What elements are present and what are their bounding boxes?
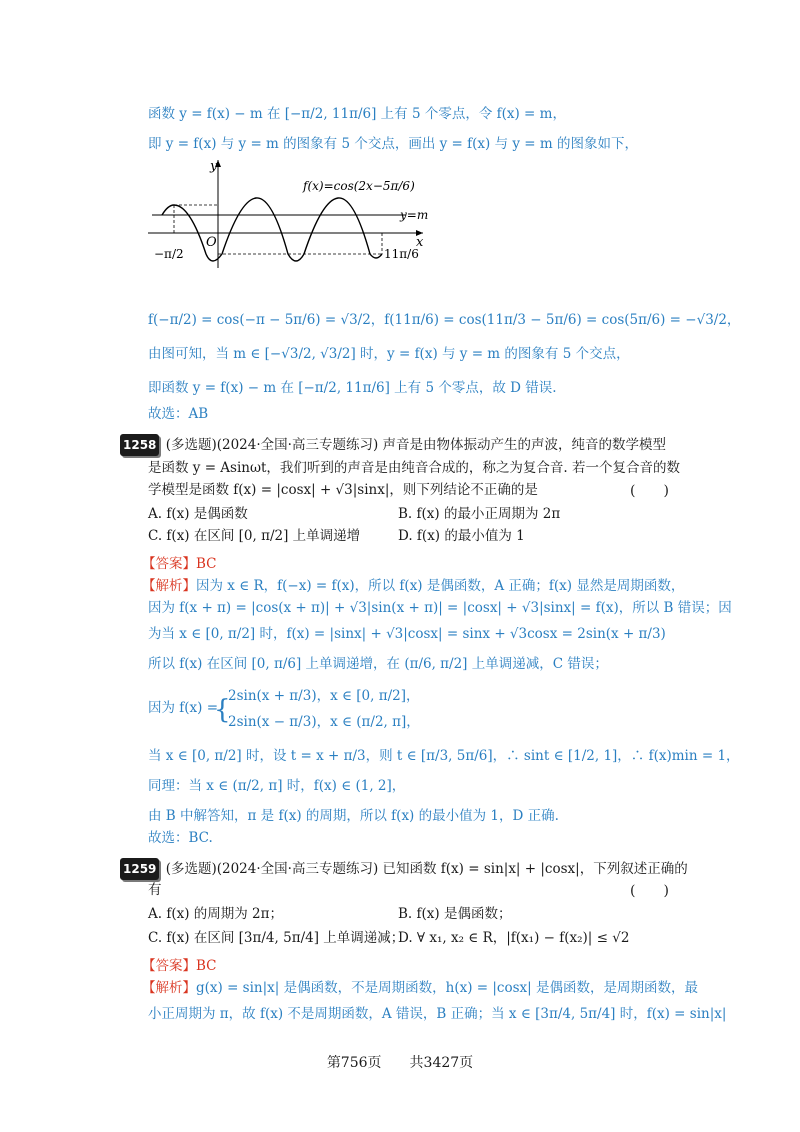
piecewise-case-1: 2sin(x + π/3)，x ∈ [0, π/2]，: [228, 688, 420, 704]
analysis-line-2: 小正周期为 π，故 f(x) 不是周期函数，A 错误，B 正确；当 x ∈ [3π/4, 5π/4] 时，f(x) = sin|x|: [148, 1006, 727, 1022]
option-c: C. f(x) 在区间 [3π/4, 5π/4] 上单调递减；: [148, 930, 405, 946]
option-b: B. f(x) 是偶函数；: [398, 906, 512, 922]
solution-line-3: f(−π/2) = cos(−π − 5π/6) = √3/2，f(11π/6) = cos(11π/3 − 5π/6) = cos(5π/6) = −√3/2，: [148, 312, 741, 328]
analysis-line-2: 因为 f(x + π) = |cos(x + π)| + √3|sin(x + π)| = |cosx| + √3|sinx| = f(x)，所以 B 错误；因: [148, 600, 732, 616]
answer-blank: ( ): [630, 483, 669, 499]
solution-line-4: 由图可知，当 m ∈ [−√3/2, √3/2] 时，y = f(x) 与 y = m 的图象有 5 个交点，: [148, 346, 630, 362]
option-a: A. f(x) 的周期为 2π；: [148, 906, 284, 922]
solution-line-2: 即 y = f(x) 与 y = m 的图象有 5 个交点，画出 y = f(x) 与 y = m 的图象如下，: [148, 136, 638, 152]
question-number-badge: 1259: [120, 858, 159, 880]
answer-value: BC: [196, 556, 217, 572]
analysis-tag: 【解析】: [142, 578, 196, 594]
left-tick-label: −π/2: [154, 247, 184, 261]
question-1258-text-1: (多选题)(2024·全国·高三专题练习) 声音是由物体振动产生的声波，纯音的数学模型: [165, 437, 666, 453]
x-axis-label: x: [416, 235, 424, 250]
answer-tag: 【答案】: [142, 556, 196, 572]
analysis-line-5-lead: 因为 f(x) =: [148, 700, 219, 716]
answer-tag: 【答案】: [142, 958, 196, 974]
option-c: C. f(x) 在区间 [0, π/2] 上单调递增: [148, 528, 361, 544]
analysis-line-3: 为当 x ∈ [0, π/2] 时，f(x) = |sinx| + √3|cosx| = sinx + √3cosx = 2sin(x + π/3): [148, 626, 666, 642]
question-1258-line-1: [120, 434, 666, 456]
right-tick-label: 11π/6: [384, 247, 419, 261]
origin-label: O: [206, 235, 217, 250]
analysis-line-8: 由 B 中解答知，π 是 f(x) 的周期，所以 f(x) 的最小值为 1，D 正确.: [148, 808, 559, 824]
page-footer: 第756页 共3427页: [326, 1055, 474, 1071]
answer-line: [142, 956, 217, 976]
answer-line: [142, 554, 217, 574]
question-number-badge: 1258: [120, 434, 159, 456]
ym-label: y=m: [400, 208, 429, 222]
func-label: f(x)=cos(2x−5π/6): [303, 179, 415, 193]
cosine-curve: [162, 198, 382, 261]
question-1259-line-2: 有: [148, 882, 162, 898]
question-1259-text-1: (多选题)(2024·全国·高三专题练习) 已知函数 f(x) = sin|x| + |cosx|，下列叙述正确的: [165, 861, 688, 877]
option-d: D. f(x) 的最小值为 1: [398, 528, 525, 544]
solution-line-1: 函数 y = f(x) − m 在 [−π/2, 11π/6] 上有 5 个零点，令 f(x) = m，: [148, 106, 566, 122]
question-1258-line-3: 学模型是函数 f(x) = |cosx| + √3|sinx|，则下列结论不正确的是: [148, 482, 538, 498]
analysis-line-1: [142, 978, 698, 998]
option-d: D. ∀ x₁, x₂ ∈ R，|f(x₁) − f(x₂)| ≤ √2: [398, 930, 630, 946]
answer-value: BC: [196, 958, 217, 974]
solution-line-6: 故选：AB: [148, 406, 209, 422]
analysis-tag: 【解析】: [142, 980, 196, 996]
brace-icon: {: [214, 695, 231, 725]
analysis-text-1: 因为 x ∈ R，f(−x) = f(x)，所以 f(x) 是偶函数，A 正确；f(x) 显然是周期函数，: [196, 578, 685, 594]
analysis-line-4: 所以 f(x) 在区间 [0, π/6] 上单调递增，在 (π/6, π/2] 上单调递减，C 错误；: [148, 656, 608, 672]
analysis-line-6: 当 x ∈ [0, π/2] 时，设 t = x + π/3，则 t ∈ [π/3, 5π/6]，∴ sint ∈ [1/2, 1]，∴ f(x)min = 1，: [148, 748, 740, 764]
y-axis-label: y: [210, 159, 218, 174]
question-1259-line-1: [120, 858, 688, 880]
piecewise-case-2: 2sin(x − π/3)，x ∈ (π/2, π]，: [228, 714, 420, 730]
analysis-line-1: [142, 576, 684, 596]
option-a: A. f(x) 是偶函数: [148, 506, 248, 522]
question-1258-line-2: 是函数 y = Asinωt，我们听到的声音是由纯音合成的，称之为复合音. 若一个复合音的数: [148, 460, 681, 476]
analysis-line-7: 同理：当 x ∈ (π/2, π] 时，f(x) ∈ (1, 2]，: [148, 778, 406, 794]
analysis-text-1: g(x) = sin|x| 是偶函数，不是周期函数，h(x) = |cosx| 是偶函数，是周期函数，最: [196, 980, 698, 996]
solution-line-5: 即函数 y = f(x) − m 在 [−π/2, 11π/6] 上有 5 个零点，故 D 错误.: [148, 380, 557, 396]
analysis-line-9: 故选：BC.: [148, 830, 213, 846]
option-b: B. f(x) 的最小正周期为 2π: [398, 506, 561, 522]
answer-blank: ( ): [630, 883, 669, 899]
function-graph: [148, 158, 438, 268]
